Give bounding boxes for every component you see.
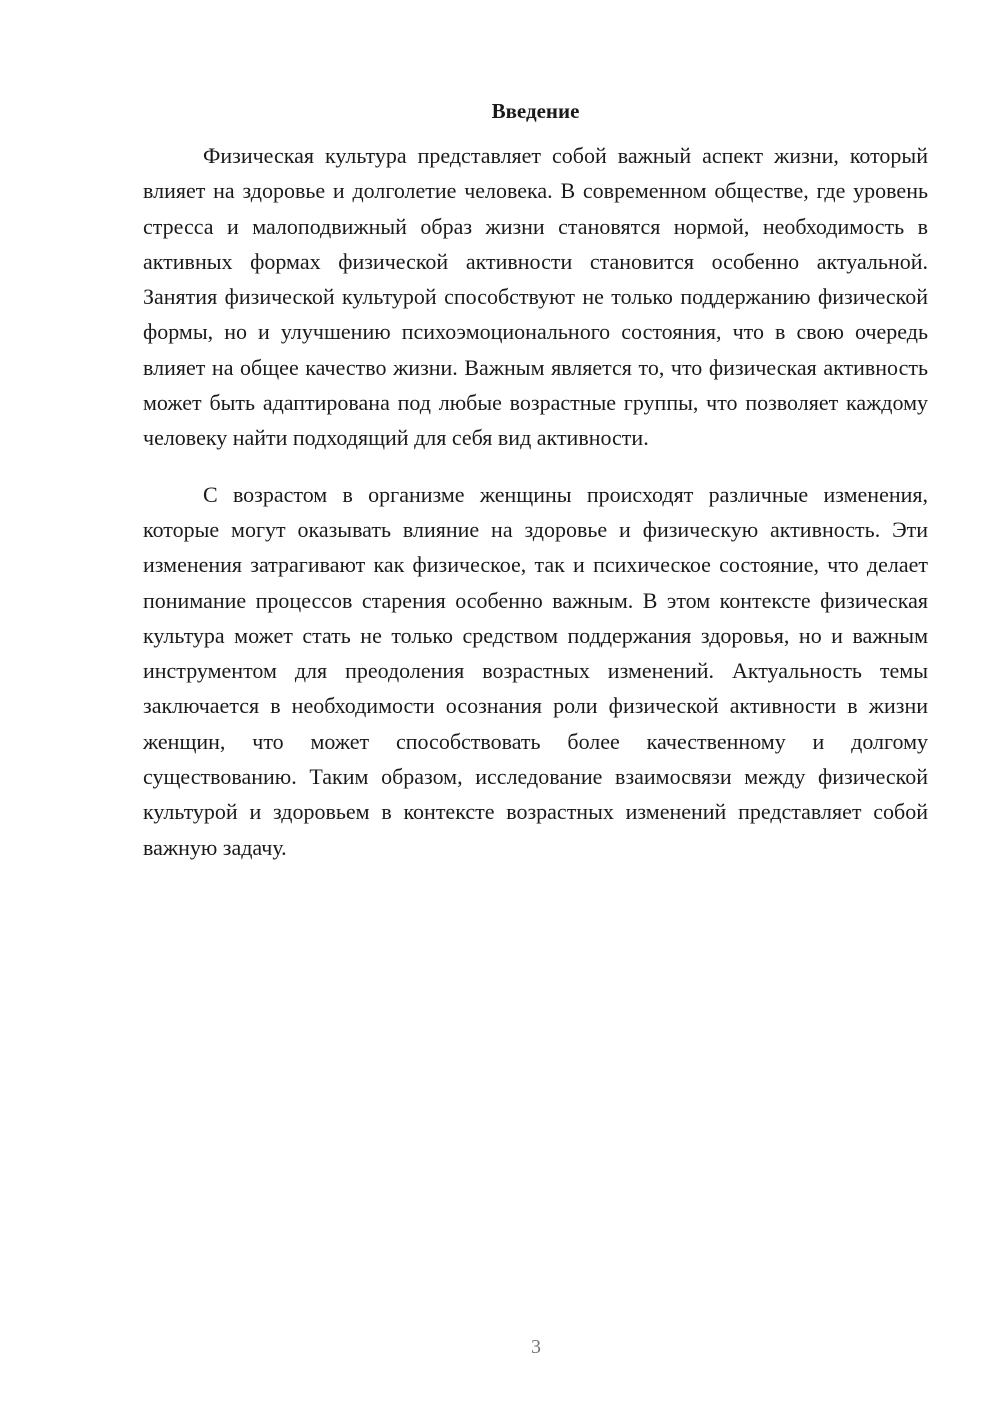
paragraph-2: С возрастом в организме женщины происходят различные изменения, которые могут оказывать влияние на здоровье и физическую активность. Эти изменения затрагивают как физическое, так и психическое состояние, что делает понимание процессов старения особенно важным. В этом контексте физическая культура может стать не только средством поддержания здоровья, но и важным инструментом для преодоления возрастных изменений. Актуальность темы заключается в необходимости осознания роли физической активности в жизни женщин, что может способствовать более качественному и долгому существованию. Таким образом, исследование взаимосвязи между физической культурой и здоровьем в контексте возрастных изменений представляет собой важную задачу. bbox=[143, 481, 928, 860]
page-number: 3 bbox=[531, 1336, 541, 1358]
page-content bbox=[143, 96, 928, 865]
paragraph-1: Физическая культура представляет собой важный аспект жизни, который влияет на здоровье и долголетие человека. В современном обществе, где уровень стресса и малоподвижный образ жизни становятся нормой, необходимость в активных формах физической активности становится особенно актуальной. Занятия физической культурой способствуют не только поддержанию физической формы, но и улучшению психоэмоционального состояния, что в свою очередь влияет на общее качество жизни. Важным является то, что физическая активность может быть адаптирована под любые возрастные группы, что позволяет каждому человеку найти подходящий для себя вид активности. bbox=[143, 143, 928, 451]
section-title: Введение bbox=[491, 99, 580, 123]
